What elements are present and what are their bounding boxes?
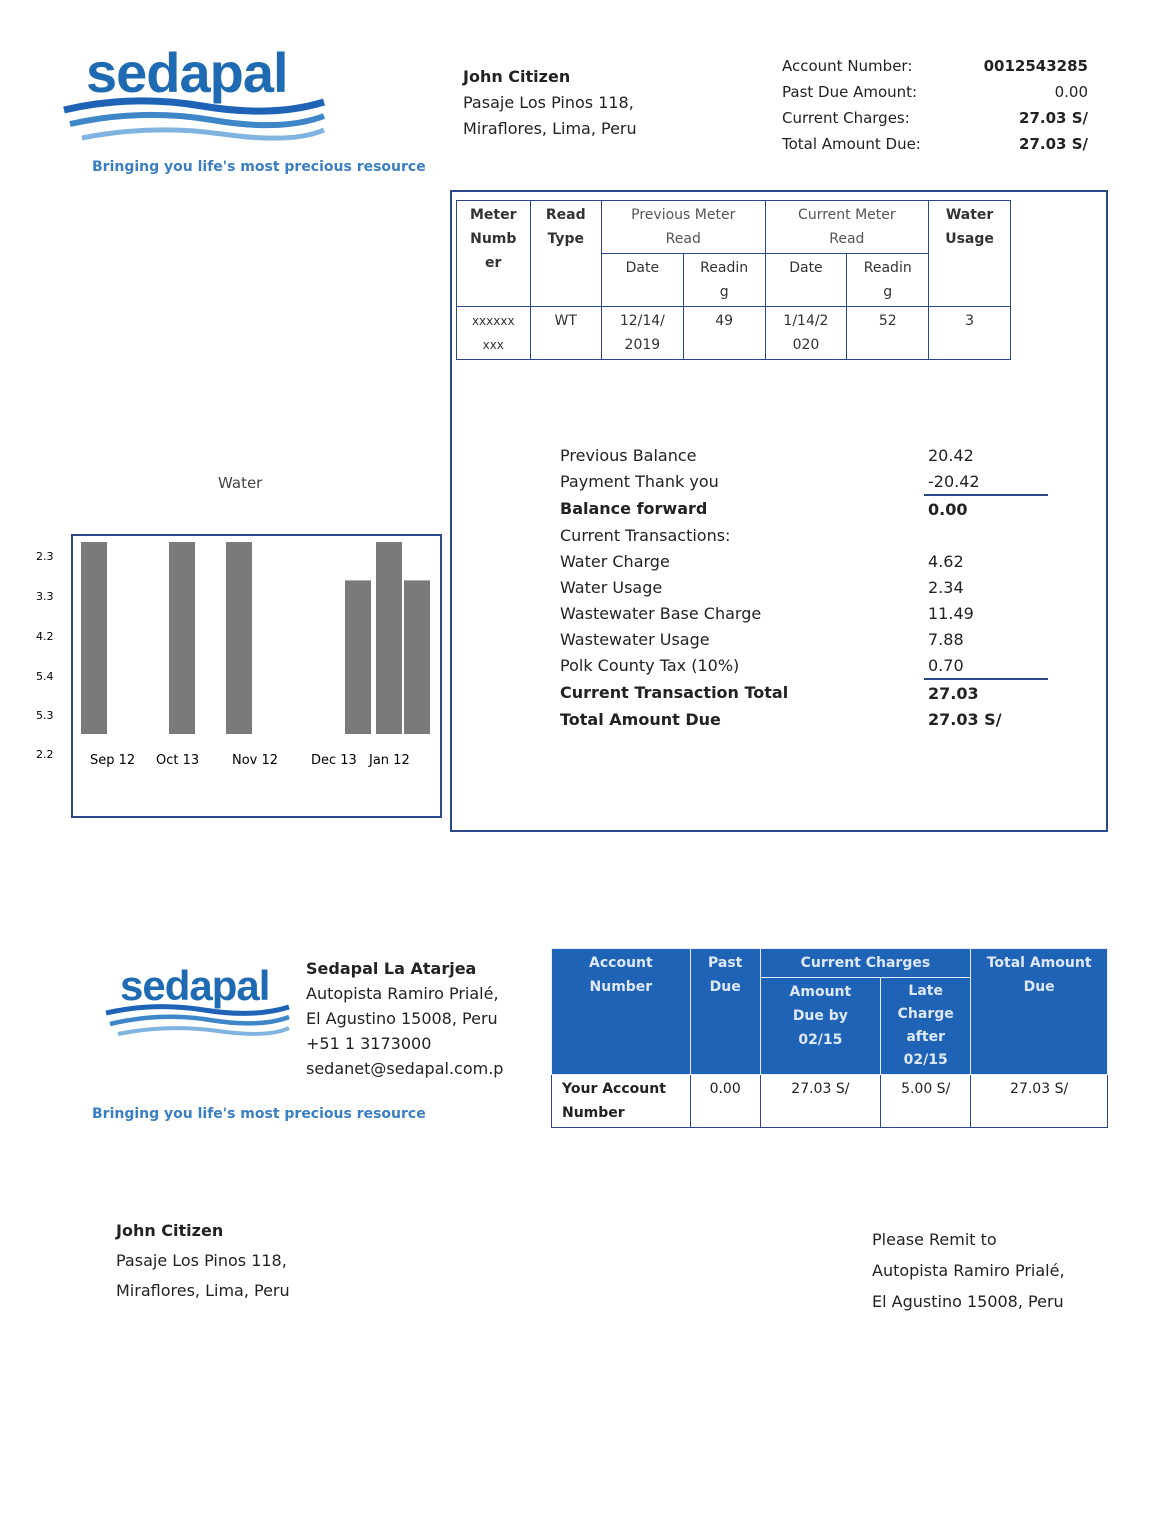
brand-logo-remit — [104, 962, 294, 1042]
header-previous-meter-read: Previous Meter Read — [601, 201, 765, 254]
wave-icon — [62, 92, 332, 152]
company-name: Sedapal La Atarjea — [306, 959, 477, 978]
remit-account-cell: Your Account Number — [552, 1075, 691, 1128]
y-tick-label: 3.3 — [36, 590, 54, 603]
company-phone: +51 1 3173000 — [306, 1034, 432, 1053]
meter-table — [456, 200, 1011, 360]
meter-data-row — [457, 307, 1011, 360]
x-tick-label: Sep 12 — [90, 753, 136, 768]
company-address-line2: El Agustino 15008, Peru — [306, 1009, 498, 1028]
prev-date-cell: 12/14/ 2019 — [601, 307, 683, 360]
charge-row — [560, 442, 1048, 468]
remit-to-address — [872, 1224, 1065, 1317]
remit-header-amount-due: Amount Due by 02/15 — [760, 978, 881, 1075]
header-water-usage: Water Usage — [929, 201, 1011, 307]
charge-row — [560, 706, 1048, 732]
remit-late-charge-cell: 5.00 S/ — [881, 1075, 971, 1128]
remit-to-line2: El Agustino 15008, Peru — [872, 1292, 1064, 1311]
prev-reading-cell: 49 — [683, 307, 765, 360]
remit-data-row — [552, 1075, 1108, 1128]
charge-value — [924, 522, 1048, 548]
account-summary-row — [782, 105, 1088, 131]
read-type-cell: WT — [530, 307, 601, 360]
charge-value: 0.70 — [924, 652, 1048, 679]
current-charges: 27.03 S/ — [1019, 109, 1088, 127]
x-tick-label: Dec 13 — [311, 753, 357, 768]
wave-icon — [104, 1000, 294, 1044]
remit-amount-due-cell: 27.03 S/ — [760, 1075, 881, 1128]
chart-bar — [345, 580, 371, 734]
charge-label: Wastewater Usage — [560, 629, 710, 649]
remit-header-late-charge: Late Charge after 02/15 — [881, 978, 971, 1075]
header-current-meter-read: Current Meter Read — [765, 201, 929, 254]
brand-logo — [62, 40, 332, 150]
remit-header-current-charges: Current Charges — [760, 949, 971, 978]
charge-value: 27.03 S/ — [928, 709, 1002, 729]
account-summary-row — [782, 131, 1088, 157]
charge-row — [560, 548, 1048, 574]
charge-value: 7.88 — [928, 629, 964, 649]
usage-cell: 3 — [929, 307, 1011, 360]
remit-header-total: Total Amount Due — [971, 949, 1108, 1075]
charge-value: 20.42 — [928, 445, 974, 465]
chart-bar — [169, 542, 195, 734]
account-summary — [782, 53, 1088, 157]
charge-row — [560, 468, 1048, 495]
header-prev-reading: Readin g — [683, 254, 765, 307]
remit-header-past-due: Past Due — [690, 949, 760, 1075]
charge-value: 2.34 — [928, 577, 964, 597]
curr-date-cell: 1/14/2 020 — [765, 307, 847, 360]
charge-label: Water Charge — [560, 551, 670, 571]
charge-label: Wastewater Base Charge — [560, 603, 762, 623]
x-tick-label: Oct 13 — [156, 753, 200, 768]
chart-bar — [81, 542, 107, 734]
chart-bar — [376, 542, 402, 734]
charge-row — [560, 495, 1048, 522]
charge-label: Total Amount Due — [560, 709, 721, 729]
brand-tagline: Bringing you life's most precious resource — [92, 159, 426, 175]
brand-wordmark: sedapal — [86, 41, 288, 104]
account-summary-row — [782, 53, 1088, 79]
remit-past-due-cell: 0.00 — [690, 1075, 760, 1128]
chart-bar — [404, 580, 430, 734]
company-address — [306, 956, 503, 1081]
customer-address-line1: Pasaje Los Pinos 118, — [463, 93, 634, 112]
charge-label: Polk County Tax (10%) — [560, 656, 740, 675]
summary-label: Total Amount Due: — [782, 135, 921, 153]
charge-label: Previous Balance — [560, 445, 697, 465]
header-meter-number: Meter Numb er — [457, 201, 531, 307]
charge-value: 0.00 — [928, 499, 968, 519]
brand-tagline-remit: Bringing you life's most precious resource — [92, 1106, 426, 1122]
y-tick-label: 2.2 — [36, 748, 54, 761]
header-curr-date: Date — [765, 254, 847, 307]
mailing-address-line2: Miraflores, Lima, Peru — [116, 1281, 290, 1300]
charge-value: 27.03 — [928, 683, 979, 703]
y-tick-label: 2.3 — [36, 550, 54, 563]
charges-summary — [560, 442, 1048, 732]
x-tick-label: Nov 12 — [232, 753, 279, 768]
summary-label: Account Number: — [782, 57, 913, 75]
charge-value: -20.42 — [924, 468, 1048, 495]
charge-label: Payment Thank you — [560, 472, 719, 491]
summary-label: Current Charges: — [782, 109, 910, 127]
charge-label: Balance forward — [560, 499, 708, 518]
meter-number-cell: xxxxxx xxx — [457, 307, 531, 360]
remittance-table — [551, 948, 1108, 1128]
company-email: sedanet@sedapal.com.p — [306, 1059, 504, 1078]
y-tick-label: 4.2 — [36, 630, 54, 643]
meter-header-row — [457, 201, 1011, 254]
mailing-name: John Citizen — [116, 1221, 224, 1240]
charge-row — [560, 522, 1048, 548]
remit-header-row — [552, 949, 1108, 978]
mailing-address — [116, 1216, 290, 1306]
remit-to-title: Please Remit to — [872, 1230, 997, 1249]
charge-row — [560, 574, 1048, 600]
charge-row — [560, 652, 1048, 679]
chart-title: Water — [218, 474, 263, 492]
account-number: 0012543285 — [983, 57, 1088, 75]
water-usage-chart — [30, 538, 450, 798]
customer-name: John Citizen — [463, 67, 571, 86]
charge-value: 4.62 — [928, 551, 964, 571]
total-amount-due: 27.03 S/ — [1019, 135, 1088, 153]
remit-to-line1: Autopista Ramiro Prialé, — [872, 1261, 1065, 1280]
customer-address-line2: Miraflores, Lima, Peru — [463, 119, 637, 138]
remit-header-account: Account Number — [552, 949, 691, 1075]
charge-row — [560, 679, 1048, 706]
charge-row — [560, 600, 1048, 626]
charge-row — [560, 626, 1048, 652]
account-summary-row — [782, 79, 1088, 105]
summary-label: Past Due Amount: — [782, 83, 918, 101]
charge-label: Current Transaction Total — [560, 683, 789, 702]
header-curr-reading: Readin g — [847, 254, 929, 307]
header-prev-date: Date — [601, 254, 683, 307]
charge-label: Current Transactions: — [560, 525, 731, 545]
charge-label: Water Usage — [560, 577, 663, 597]
customer-address — [463, 64, 637, 142]
mailing-address-line1: Pasaje Los Pinos 118, — [116, 1251, 287, 1270]
y-tick-label: 5.3 — [36, 709, 54, 722]
y-tick-label: 5.4 — [36, 670, 54, 683]
remit-total-cell: 27.03 S/ — [971, 1075, 1108, 1128]
chart-bar — [226, 542, 252, 734]
brand-wordmark-remit: sedapal — [120, 962, 270, 1009]
curr-reading-cell: 52 — [847, 307, 929, 360]
past-due-amount: 0.00 — [1054, 83, 1088, 101]
charge-value: 11.49 — [928, 603, 974, 623]
header-read-type: Read Type — [530, 201, 601, 307]
company-address-line1: Autopista Ramiro Prialé, — [306, 984, 499, 1003]
x-tick-label: Jan 12 — [369, 753, 410, 768]
